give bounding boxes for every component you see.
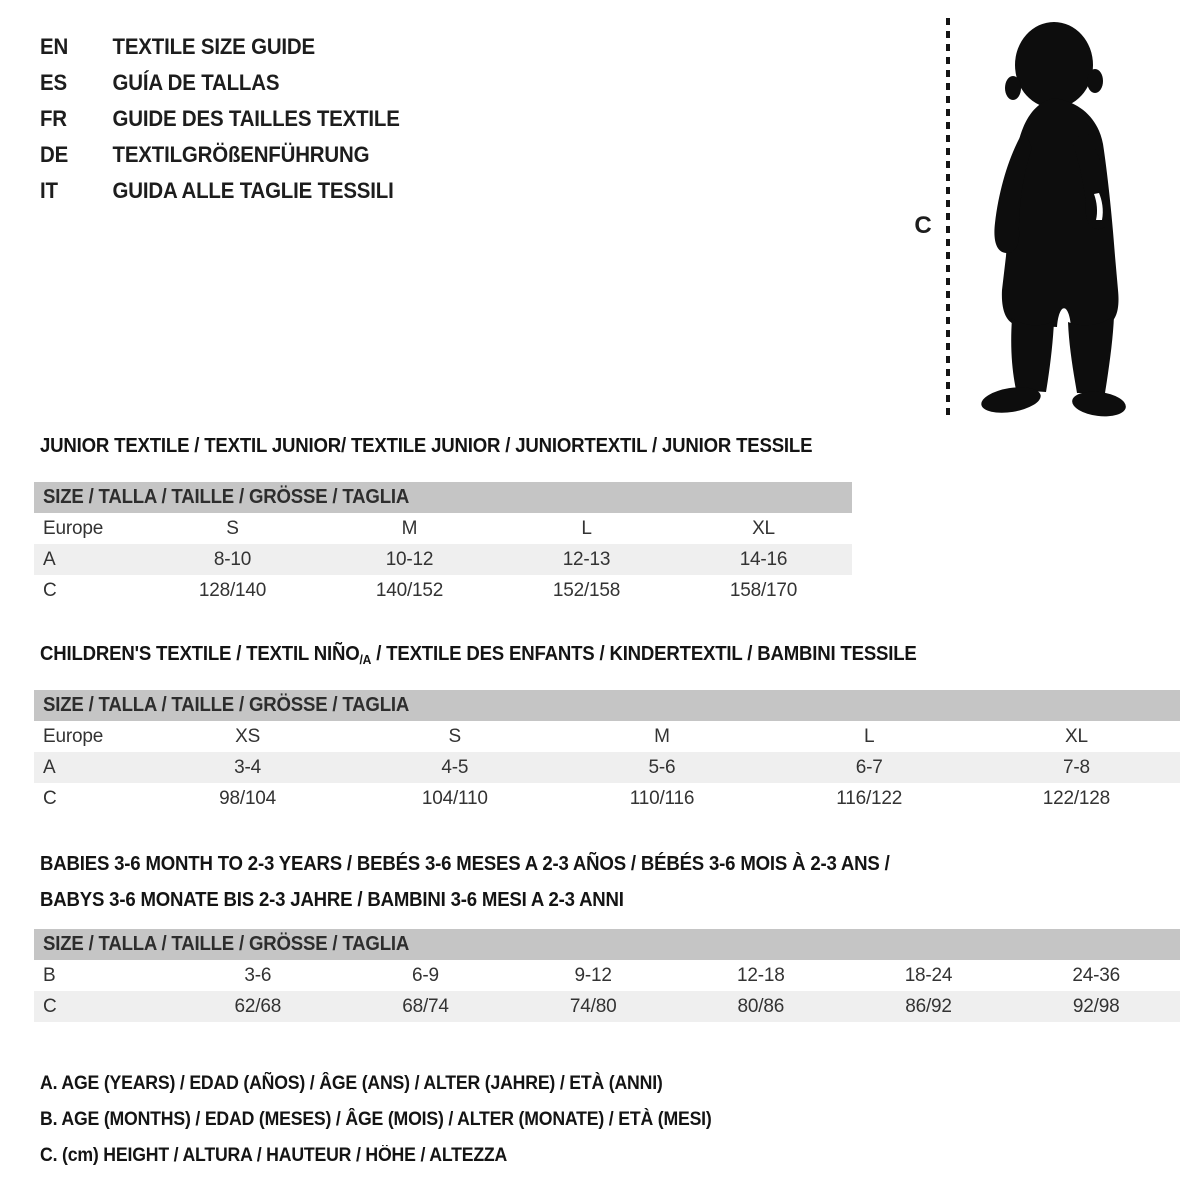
height-cell: 80/86 — [737, 996, 785, 1017]
height-cell: 68/74 — [402, 996, 449, 1017]
babies-section-title — [40, 846, 954, 918]
table-row-c — [34, 575, 852, 606]
table-row-c — [34, 991, 1180, 1022]
size-header-text: SIZE / TALLA / TAILLE / GRÖSSE / TAGLIA — [43, 486, 410, 508]
height-cell: 92/98 — [1072, 996, 1120, 1017]
height-cell: 140/152 — [375, 580, 444, 601]
size-cell: XS — [235, 726, 261, 747]
language-title-row — [40, 101, 400, 137]
size-header-text: SIZE / TALLA / TAILLE / GRÖSSE / TAGLIA — [43, 933, 410, 955]
row-label: A — [43, 757, 56, 778]
size-header-bar — [34, 690, 1180, 721]
children-title-before: CHILDREN'S TEXTILE / TEXTIL NIÑO — [40, 643, 360, 665]
language-title: TEXTILE SIZE GUIDE — [112, 34, 315, 59]
height-cell: 110/116 — [629, 788, 695, 809]
language-title-row — [40, 65, 400, 101]
age-cell: 7-8 — [1062, 757, 1090, 778]
language-title: TEXTILGRÖßENFÜHRUNG — [112, 142, 370, 167]
age-cell: 5-6 — [648, 757, 676, 778]
legend-line-c: C. (cm) HEIGHT / ALTURA / HAUTEUR / HÖHE / ALTEZZA — [40, 1145, 508, 1166]
row-label: Europe — [43, 726, 104, 747]
children-section-title — [40, 643, 983, 667]
table-row-b — [34, 960, 1180, 991]
table-row-c — [34, 783, 1180, 814]
babies-size-table — [34, 929, 1180, 1022]
size-cell: S — [226, 518, 239, 539]
row-label: C — [43, 580, 57, 601]
age-cell: 18-24 — [904, 965, 953, 986]
size-cell: L — [864, 726, 875, 747]
junior-section-title-text: JUNIOR TEXTILE / TEXTIL JUNIOR/ TEXTILE JUNIOR / JUNIORTEXTIL / JUNIOR TESSILE — [40, 435, 813, 457]
babies-title-line-2: BABYS 3-6 MONATE BIS 2-3 JAHRE / BAMBINI 3-6 MESI A 2-3 ANNI — [40, 889, 624, 911]
size-header-bar — [34, 929, 1180, 960]
size-cell: M — [654, 726, 670, 747]
age-cell: 12-18 — [737, 965, 785, 986]
table-row-europe — [34, 721, 1180, 752]
size-cell: M — [401, 518, 418, 539]
legend-line-b: B. AGE (MONTHS) / EDAD (MESES) / ÂGE (MOIS) / ALTER (MONATE) / ETÀ (MESI) — [40, 1109, 712, 1130]
row-label: A — [43, 549, 56, 570]
language-title-row — [40, 29, 400, 65]
age-cell: 14-16 — [739, 549, 788, 570]
height-cell: 86/92 — [905, 996, 952, 1017]
height-cell: 122/128 — [1042, 788, 1111, 809]
table-row-a — [34, 752, 1180, 783]
age-cell: 3-4 — [234, 757, 262, 778]
row-label: B — [43, 965, 56, 986]
age-cell: 4-5 — [441, 757, 469, 778]
children-title-sub: /A — [359, 652, 372, 667]
toddler-silhouette — [966, 18, 1140, 418]
size-header-text: SIZE / TALLA / TAILLE / GRÖSSE / TAGLIA — [43, 694, 410, 716]
age-cell: 9-12 — [574, 965, 612, 986]
children-section-title-text — [40, 643, 917, 667]
measure-legend — [40, 1066, 762, 1174]
height-cell: 98/104 — [219, 788, 277, 809]
junior-section-title — [40, 435, 870, 458]
babies-title-line-1: BABIES 3-6 MONTH TO 2-3 YEARS / BEBÉS 3-6 MESES A 2-3 AÑOS / BÉBÉS 3-6 MOIS À 2-3 ANS / — [40, 853, 890, 875]
table-row-a — [34, 544, 852, 575]
size-cell: XL — [1064, 726, 1088, 747]
legend-line-a: A. AGE (YEARS) / EDAD (AÑOS) / ÂGE (ANS) / ALTER (JAHRE) / ETÀ (ANNI) — [40, 1073, 663, 1094]
language-code: ES — [40, 70, 67, 95]
height-cell: 74/80 — [569, 996, 617, 1017]
row-label: C — [43, 788, 57, 809]
height-measure-line — [946, 18, 950, 416]
row-label: Europe — [43, 518, 104, 539]
table-row-europe — [34, 513, 852, 544]
height-cell: 116/122 — [836, 788, 903, 809]
children-size-table — [34, 690, 1180, 814]
age-cell: 8-10 — [213, 549, 252, 570]
children-title-after: / TEXTILE DES ENFANTS / KINDERTEXTIL / BAMBINI TESSILE — [371, 643, 917, 665]
language-title: GUÍA DE TALLAS — [112, 70, 280, 95]
language-code: DE — [40, 142, 69, 167]
size-cell: L — [581, 518, 592, 539]
language-code: EN — [40, 34, 69, 59]
size-header-bar — [34, 482, 852, 513]
age-cell: 6-9 — [412, 965, 439, 986]
language-code: IT — [40, 178, 58, 203]
size-cell: XL — [752, 518, 775, 539]
age-cell: 3-6 — [244, 965, 272, 986]
language-title: GUIDA ALLE TAGLIE TESSILI — [112, 178, 394, 203]
height-cell: 62/68 — [234, 996, 282, 1017]
age-cell: 10-12 — [385, 549, 434, 570]
height-measure-label: C — [914, 212, 932, 239]
age-cell: 12-13 — [562, 549, 611, 570]
height-cell: 152/158 — [552, 580, 621, 601]
row-label: C — [43, 996, 57, 1017]
language-title-row — [40, 137, 400, 173]
language-title-row — [40, 173, 400, 209]
language-title: GUIDE DES TAILLES TEXTILE — [112, 106, 400, 131]
size-cell: S — [448, 726, 462, 747]
age-cell: 6-7 — [855, 757, 883, 778]
height-cell: 104/110 — [421, 788, 488, 809]
language-title-list — [40, 29, 427, 209]
age-cell: 24-36 — [1072, 965, 1120, 986]
language-code: FR — [40, 106, 67, 131]
junior-size-table — [34, 482, 852, 606]
height-cell: 128/140 — [198, 580, 267, 601]
height-cell: 158/170 — [729, 580, 798, 601]
